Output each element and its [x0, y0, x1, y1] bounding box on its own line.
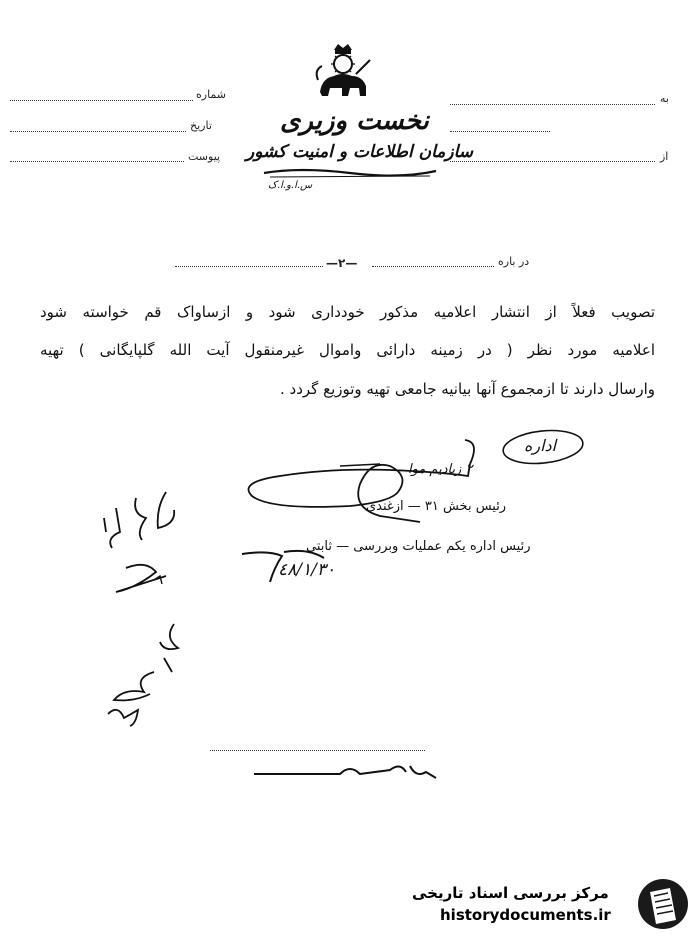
lion-and-sun-emblem	[312, 40, 374, 102]
to-field-line2	[450, 131, 550, 132]
from-field	[450, 161, 655, 162]
signature-line-3: رئیس اداره یکم عملیات وبررسی — ثابتی	[306, 539, 531, 554]
bottom-dotted-line	[210, 750, 425, 751]
number-label: شماره	[196, 88, 227, 101]
date-label: تاریخ	[190, 119, 212, 132]
body-line-3	[120, 380, 655, 398]
to-field	[450, 104, 655, 105]
footer-website: historydocuments.ir	[440, 906, 611, 924]
footer-logo	[636, 876, 690, 932]
office-code: س.ا.و.ا.ک	[268, 180, 313, 191]
to-label: به	[660, 92, 669, 105]
body-line-1: تصویب فعلاً از انتشار اعلامیه مذکور خودداری شود و ازساواک قم خواسته شود	[40, 303, 655, 321]
signature-line-1: ٢ زیادیم موا	[408, 462, 473, 477]
handwritten-note-left-top	[96, 488, 196, 600]
subject-field-right	[372, 266, 494, 267]
body-line-2: اعلامیه مورد نظر ( در زمینه دارائی واموال غیرمنقول آیت الله گلپایگانی ) تهیه	[40, 341, 655, 359]
date-field	[10, 131, 186, 132]
from-label: از	[660, 150, 669, 163]
number-field	[10, 100, 193, 101]
office-subtitle: سازمان اطلاعات و امنیت کشور	[246, 142, 474, 162]
attachment-field	[10, 161, 184, 162]
page-number: —٢—	[326, 256, 358, 270]
title-underline-flourish	[260, 165, 440, 179]
annotation-number: ٤٨/١/٣٠	[278, 560, 336, 580]
signature-line-2: رئیس بخش ٣١ — ازغندی	[366, 499, 507, 514]
signature-swoosh	[238, 544, 328, 584]
bottom-signature-scribble	[250, 756, 440, 786]
signature-loop-scribble	[240, 436, 540, 536]
attachment-label: پیوست	[188, 150, 221, 163]
handwritten-note-left-bottom	[94, 618, 194, 728]
office-title: نخست وزیری	[280, 106, 429, 136]
body-line-3-text: وارسال دارند تا ازمجموع آنها بیانیه جامعی تهیه وتوزیع گردد .	[280, 380, 655, 398]
footer-org-name: مرکز بررسی اسناد تاریخی	[412, 884, 609, 902]
subject-label: در باره	[498, 255, 530, 268]
stamp-text: اداره	[524, 436, 557, 455]
subject-field-left	[175, 266, 323, 267]
